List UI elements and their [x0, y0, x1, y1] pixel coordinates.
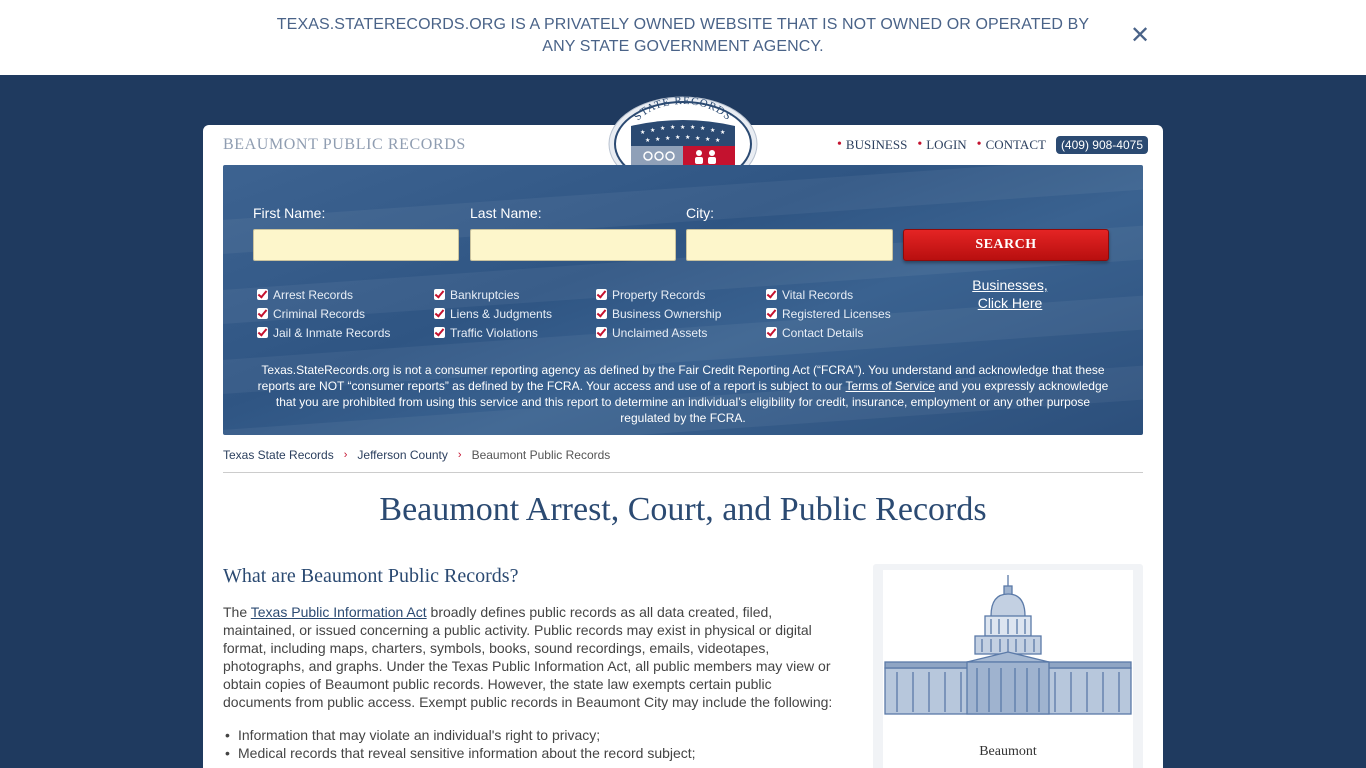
terms-of-service-link[interactable]: Terms of Service — [845, 379, 935, 393]
checkbox-jail-inmate-records[interactable]: Jail & Inmate Records — [257, 323, 390, 342]
sidebar-caption: Beaumont — [979, 744, 1037, 759]
checkbox-liens-judgments[interactable]: Liens & Judgments — [434, 304, 552, 323]
businesses-click-here-link[interactable]: Businesses, Click Here — [972, 277, 1048, 311]
checkbox-criminal-records[interactable]: Criminal Records — [257, 304, 390, 323]
checkbox-arrest-records[interactable]: Arrest Records — [257, 285, 390, 304]
first-name-label: First Name: — [253, 205, 326, 221]
list-item: • Medical records that reveal sensitive information about the record subject; — [223, 744, 843, 762]
svg-text:★: ★ — [660, 126, 666, 132]
checkbox-checked-icon — [596, 289, 607, 300]
svg-text:★: ★ — [645, 138, 651, 144]
logo-top-text: STATE RECORDS — [631, 96, 735, 124]
breadcrumb-jefferson-county[interactable]: Jefferson County — [357, 448, 448, 462]
city-input[interactable] — [686, 229, 893, 261]
svg-text:★: ★ — [700, 126, 706, 132]
checkbox-column-1 — [257, 285, 390, 342]
checkbox-checked-icon — [434, 327, 445, 338]
nav-contact-link[interactable]: • CONTACT — [976, 137, 1046, 152]
breadcrumb — [223, 448, 610, 462]
checkbox-property-records[interactable]: Property Records — [596, 285, 721, 304]
divider — [223, 472, 1143, 473]
checkbox-column-4 — [766, 285, 891, 342]
phone-number-badge[interactable]: (409) 908-4075 — [1056, 136, 1148, 154]
checkbox-vital-records[interactable]: Vital Records — [766, 285, 891, 304]
svg-text:★: ★ — [720, 130, 726, 136]
checkbox-checked-icon — [257, 308, 268, 319]
checkbox-unclaimed-assets[interactable]: Unclaimed Assets — [596, 323, 721, 342]
svg-text:★: ★ — [695, 136, 701, 142]
svg-text:★: ★ — [705, 137, 711, 143]
exemptions-list — [223, 726, 843, 762]
top-navigation — [837, 136, 1148, 154]
checkbox-checked-icon — [257, 289, 268, 300]
nav-login-link[interactable]: • LOGIN — [917, 137, 967, 152]
search-button[interactable]: SEARCH — [903, 229, 1109, 261]
disclaimer-banner — [0, 0, 1366, 75]
svg-text:★: ★ — [640, 130, 646, 136]
breadcrumb-current-page: Beaumont Public Records — [471, 448, 611, 462]
breadcrumb-texas-state-records[interactable]: Texas State Records — [223, 448, 334, 462]
fcra-disclaimer: Texas.StateRecords.org is not a consumer reporting agency as defined by the Fair Credit Reporting Act (“FCRA”). You understand and acknowledge that these reports are NOT “consumer reports” as defined by the FCRA. Your access and use of a report is subject to our Terms of Service and you expressly acknowledge that you are prohibited from using this service and this report to determine an individual’s eligibility for credit, insurance, employment or any other purpose regulated by the FCRA. — [257, 363, 1109, 425]
checkbox-checked-icon — [596, 308, 607, 319]
checkbox-checked-icon — [766, 308, 777, 319]
city-sidebar-card — [873, 564, 1143, 768]
svg-text:★: ★ — [710, 128, 716, 134]
svg-text:★: ★ — [665, 136, 671, 142]
last-name-label: Last Name: — [470, 205, 542, 221]
svg-text:★: ★ — [690, 125, 696, 131]
section-heading: What are Beaumont Public Records? — [223, 565, 519, 587]
intro-paragraph: The Texas Public Information Act broadly defines public records as all data created, filed, maintained, or issued concerning a public activity. Public records may exist in physical or digital format, including maps, charters, symbols, books, sound recordings, emails, videotapes, photographs, and graphs. Under the Texas Public Information Act, all public members may view or obtain copies of Beaumont public records. However, the state law exempts certain public documents from public access. Exempt public records in Beaumont City may include the following: — [223, 604, 833, 710]
checkbox-business-ownership[interactable]: Business Ownership — [596, 304, 721, 323]
last-name-input[interactable] — [470, 229, 676, 261]
checkbox-checked-icon — [596, 327, 607, 338]
svg-text:★: ★ — [680, 125, 686, 131]
close-icon[interactable]: ✕ — [1129, 22, 1151, 49]
banner-text: TEXAS.STATERECORDS.ORG IS A PRIVATELY OWNED WEBSITE THAT IS NOT OWNED OR OPERATED BY ANY STATE GOVERNMENT AGENCY. — [276, 16, 1090, 55]
checkbox-registered-licenses[interactable]: Registered Licenses — [766, 304, 891, 323]
search-panel — [223, 165, 1143, 435]
checkbox-checked-icon — [434, 289, 445, 300]
svg-text:★: ★ — [675, 135, 681, 141]
checkbox-traffic-violations[interactable]: Traffic Violations — [434, 323, 552, 342]
svg-text:★: ★ — [655, 137, 661, 143]
svg-text:★: ★ — [670, 125, 676, 131]
checkbox-contact-details[interactable]: Contact Details — [766, 323, 891, 342]
site-title: BEAUMONT PUBLIC RECORDS — [223, 136, 466, 153]
main-card — [203, 96, 1163, 768]
texas-public-information-act-link[interactable]: Texas Public Information Act — [250, 604, 427, 620]
svg-text:★: ★ — [715, 138, 721, 144]
checkbox-bankruptcies[interactable]: Bankruptcies — [434, 285, 552, 304]
chevron-right-icon: › — [457, 449, 462, 461]
city-label: City: — [686, 205, 714, 221]
svg-text:★: ★ — [685, 135, 691, 141]
checkbox-checked-icon — [766, 289, 777, 300]
checkbox-checked-icon — [766, 327, 777, 338]
list-item: • Information that may violate an individual's right to privacy; — [223, 726, 843, 744]
nav-business-link[interactable]: • BUSINESS — [837, 137, 908, 152]
capitol-building-illustration — [883, 572, 1133, 722]
svg-text:★: ★ — [650, 128, 656, 134]
checkbox-checked-icon — [434, 308, 445, 319]
page-title: Beaumont Arrest, Court, and Public Records — [379, 491, 987, 528]
checkbox-column-2 — [434, 285, 552, 342]
checkbox-checked-icon — [257, 327, 268, 338]
first-name-input[interactable] — [253, 229, 459, 261]
checkbox-column-3 — [596, 285, 721, 342]
chevron-right-icon: › — [343, 449, 348, 461]
